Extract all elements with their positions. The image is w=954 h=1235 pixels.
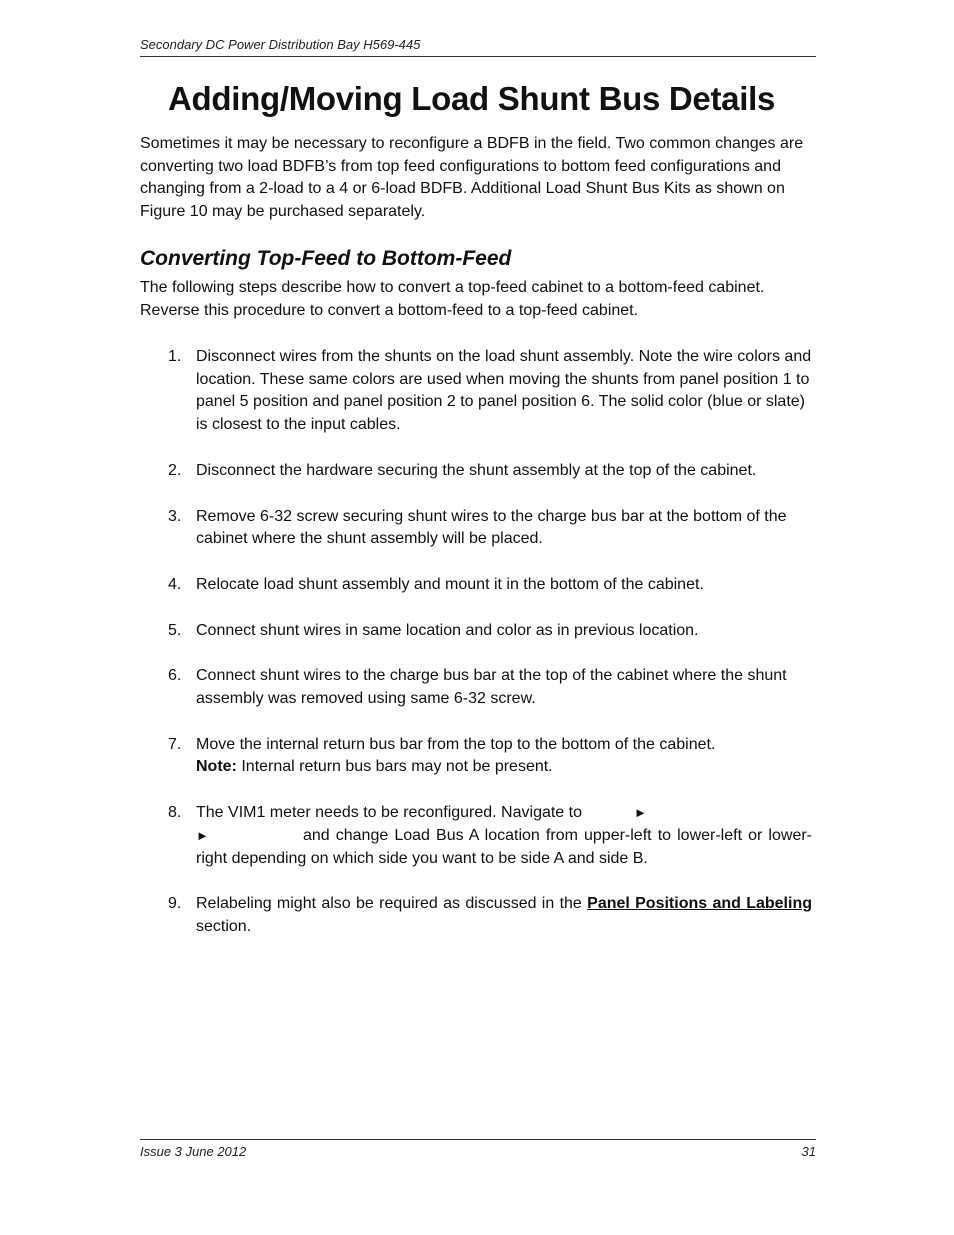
step-4 — [140, 574, 812, 597]
section-heading: Converting Top-Feed to Bottom-Feed — [140, 247, 512, 270]
step-number: 6. — [168, 667, 182, 685]
step-number: 4. — [168, 575, 182, 593]
arrow-icon: ► — [634, 805, 647, 821]
note-label: Note: — [196, 758, 237, 776]
step-number: 5. — [168, 621, 182, 639]
step-text: Relocate load shunt assembly and mount it in the bottom of the cabinet. — [196, 575, 704, 593]
step-number: 2. — [168, 461, 182, 479]
step-8 — [140, 802, 812, 870]
step-text: Move the internal return bus bar from the top to the bottom of the cabinet. — [196, 735, 716, 753]
step-text-a: The VIM1 meter needs to be reconfigured. Navigate to — [196, 804, 582, 822]
page-number: 31 — [801, 1144, 816, 1159]
step-text: Disconnect the hardware securing the shunt assembly at the top of the cabinet. — [196, 461, 757, 479]
note-text: Internal return bus bars may not be present. — [241, 758, 553, 776]
intro-paragraph: Sometimes it may be necessary to reconfigure a BDFB in the field. Two common changes are converting two load BDFB’s from top feed configurations to bottom feed configurations and changing from a 2-load to a 4 or 6-load BDFB. Additional Load Shunt Bus Kits as shown on Figure 10 may be purchased separately. — [140, 135, 804, 221]
step-3 — [140, 506, 812, 551]
step-text: Connect shunt wires to the charge bus bar at the top of the cabinet where the shunt assembly was removed using same 6-32 screw. — [196, 667, 787, 708]
step-2 — [140, 460, 812, 483]
step-number: 8. — [168, 804, 182, 822]
step-text-b: section. — [196, 917, 252, 935]
step-number: 1. — [168, 348, 182, 365]
section-intro: The following steps describe how to convert a top-feed cabinet to a bottom-feed cabinet. Reverse this procedure to convert a bottom-feed to a top-feed cabinet. — [140, 279, 765, 319]
steps-list — [140, 346, 812, 962]
page-title: Adding/Moving Load Shunt Bus Details — [168, 80, 776, 117]
step-text-b: and change Load Bus A location from upper-left to lower-left or lower-right depending on which side you want to be side A and side B. — [196, 826, 812, 867]
step-text-a: Relabeling might also be required as discussed in the — [196, 895, 582, 913]
step-text: Remove 6-32 screw securing shunt wires to the charge bus bar at the bottom of the cabinet where the shunt assembly will be placed. — [196, 507, 787, 548]
step-text: Disconnect wires from the shunts on the load shunt assembly. Note the wire colors and location. These same colors are used when moving the shunts from panel position 1 to panel 5 position and panel position 2 to panel position 6. The solid color (blue or slate) is closest to the input cables. — [196, 348, 812, 434]
step-number: 3. — [168, 507, 182, 525]
step-6 — [140, 665, 812, 710]
step-number: 9. — [168, 895, 182, 913]
step-number: 7. — [168, 735, 182, 753]
step-5 — [140, 620, 812, 643]
step-1 — [140, 346, 812, 437]
running-header: Secondary DC Power Distribution Bay H569-445 — [140, 37, 816, 57]
step-9 — [140, 893, 812, 938]
step-7 — [140, 734, 812, 779]
running-footer — [140, 1139, 816, 1159]
footer-issue: Issue 3 June 2012 — [140, 1144, 247, 1159]
panel-positions-link[interactable]: Panel Positions and Labeling — [587, 895, 812, 913]
arrow-icon: ► — [196, 827, 209, 843]
step-text: Connect shunt wires in same location and color as in previous location. — [196, 621, 699, 639]
